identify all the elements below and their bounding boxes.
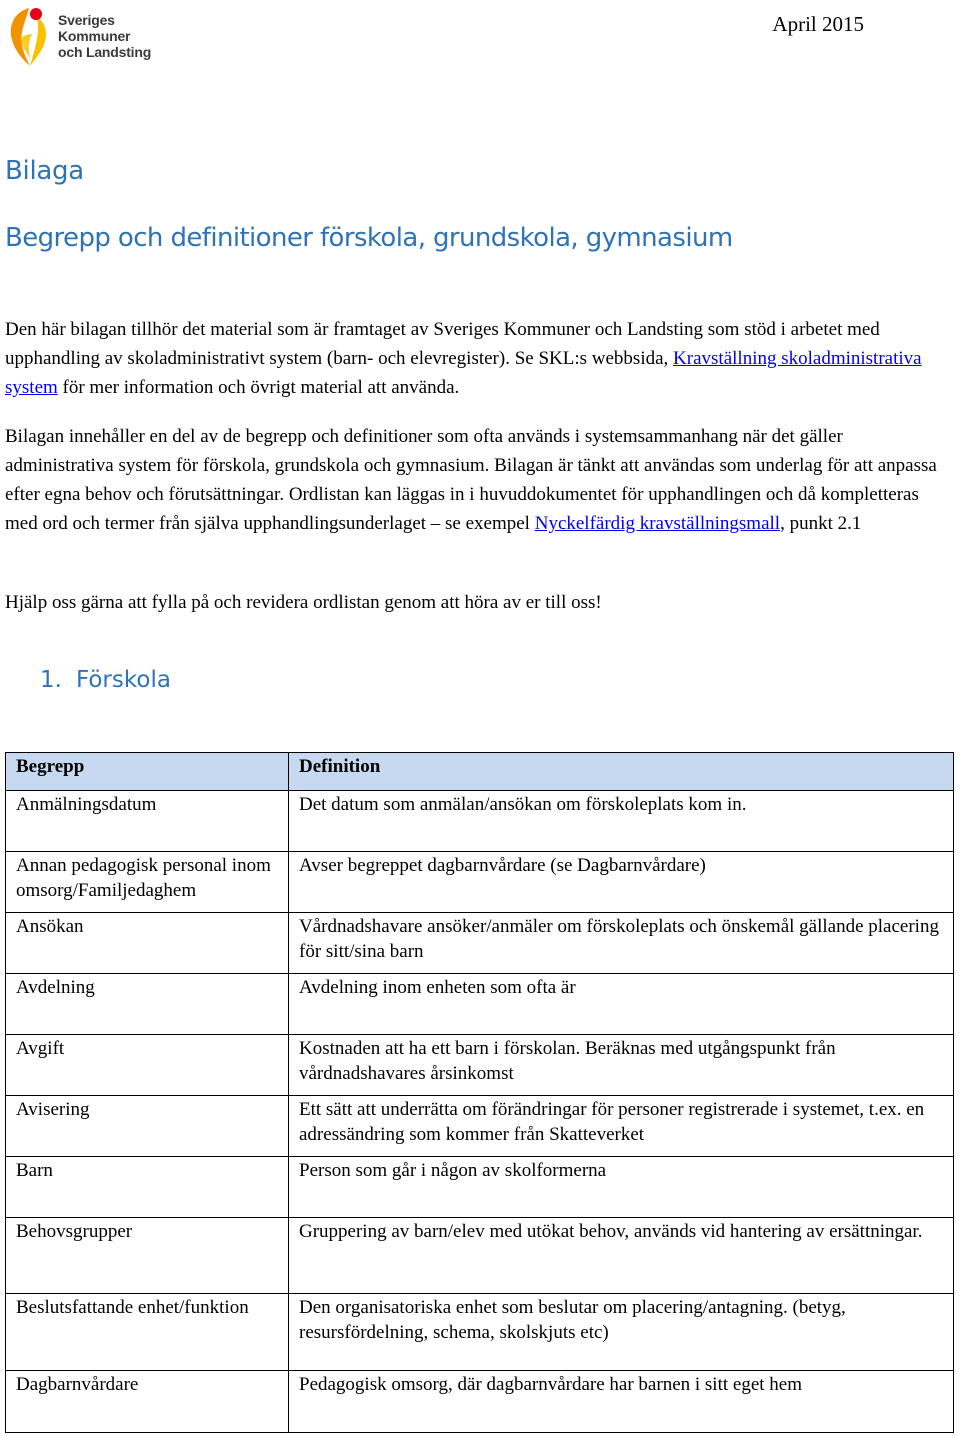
definition-cell: Person som går i någon av skolformerna [289,1157,954,1218]
document-date: April 2015 [772,12,864,36]
skl-logo-icon [6,4,52,68]
definition-cell: Gruppering av barn/elev med utökat behov, används vid hantering av ersättningar. [289,1218,954,1294]
definition-cell: Det datum som anmälan/ansökan om förskoleplats kom in. [289,791,954,852]
term-cell: Avdelning [6,974,289,1035]
section-heading [40,667,171,693]
intro-paragraph-2 [5,422,950,538]
skl-logo [6,4,151,68]
table-header-row [6,753,954,791]
table-row [6,1294,954,1371]
table-row [6,1035,954,1096]
document-title: Bilaga [5,156,84,186]
definition-cell: Avdelning inom enheten som ofta är [289,974,954,1035]
link-kravstallning[interactable]: Kravställning skoladministrativa system [5,348,922,398]
term-cell: Avgift [6,1035,289,1096]
definition-cell: Avser begreppet dagbarnvårdare (se Dagbarnvårdare) [289,852,954,913]
intro-text: , punkt 2.1 [780,513,862,534]
definition-cell: Pedagogisk omsorg, där dagbarnvårdare har barnen i sitt eget hem [289,1371,954,1433]
table-row [6,913,954,974]
term-cell: Dagbarnvårdare [6,1371,289,1433]
intro-paragraph-3: Hjälp oss gärna att fylla på och revidera ordlistan genom att höra av er till oss! [5,592,602,613]
logo-wordmark [58,12,151,60]
term-cell: Beslutsfattande enhet/funktion [6,1294,289,1371]
term-cell: Avisering [6,1096,289,1157]
term-cell: Barn [6,1157,289,1218]
term-cell: Behovsgrupper [6,1218,289,1294]
intro-text: Den här bilagan tillhör det material som är framtaget av Sveriges Kommuner och Landsting som stöd i arbetet med upphandling av skoladministrativt system (barn- och elevregister). Se SKL:s webbsida, [5,319,880,369]
term-cell: Ansökan [6,913,289,974]
table-row [6,852,954,913]
definition-cell: Den organisatoriska enhet som beslutar om placering/antagning. (betyg, resursfördelning, schema, skolskjuts etc) [289,1294,954,1371]
link-nyckelfardig[interactable]: Nyckelfärdig kravställningsmall [534,513,781,534]
definition-cell: Ett sätt att underrätta om förändringar för personer registrerade i systemet, t.ex. en adressändring som kommer från Skatteverket [289,1096,954,1157]
table-row [6,974,954,1035]
intro-text: Bilagan innehåller en del av de begrepp och definitioner som ofta används i systemsammanhang när det gäller administrativa system för förskola, grundskola och gymnasium. Bilagan är tänkt att användas som underlag för att anpassa efter egna behov och förutsättningar. Ordlistan kan läggas in i huvuddokumentet för upphandlingen och då kompletteras med ord och termer från själva upphandlingsunderlaget – se exempel [5,426,937,534]
logo-line-1: Sveriges [58,12,115,28]
logo-line-2: Kommuner [58,28,131,44]
header-definition: Definition [289,753,954,791]
definition-cell: Vårdnadshavare ansöker/anmäler om förskoleplats och önskemål gällande placering för sitt/sina barn [289,913,954,974]
logo-line-3: och Landsting [58,44,152,60]
section-title: Förskola [75,667,171,693]
section-number: 1. [40,667,62,693]
definition-cell: Kostnaden att ha ett barn i förskolan. Beräknas med utgångspunkt från vårdnadshavares årsinkomst [289,1035,954,1096]
table-row [6,1157,954,1218]
intro-paragraph-1 [5,315,950,402]
table-row [6,791,954,852]
term-cell: Annan pedagogisk personal inom omsorg/Familjedaghem [6,852,289,913]
table-row [6,1096,954,1157]
table-row [6,1371,954,1433]
intro-text: för mer information och övrigt material att använda. [57,377,460,398]
terms-table [5,752,954,1433]
term-cell: Anmälningsdatum [6,791,289,852]
document-subtitle: Begrepp och definitioner förskola, grundskola, gymnasium [5,223,733,253]
table-row [6,1218,954,1294]
header-begrepp: Begrepp [6,753,289,791]
